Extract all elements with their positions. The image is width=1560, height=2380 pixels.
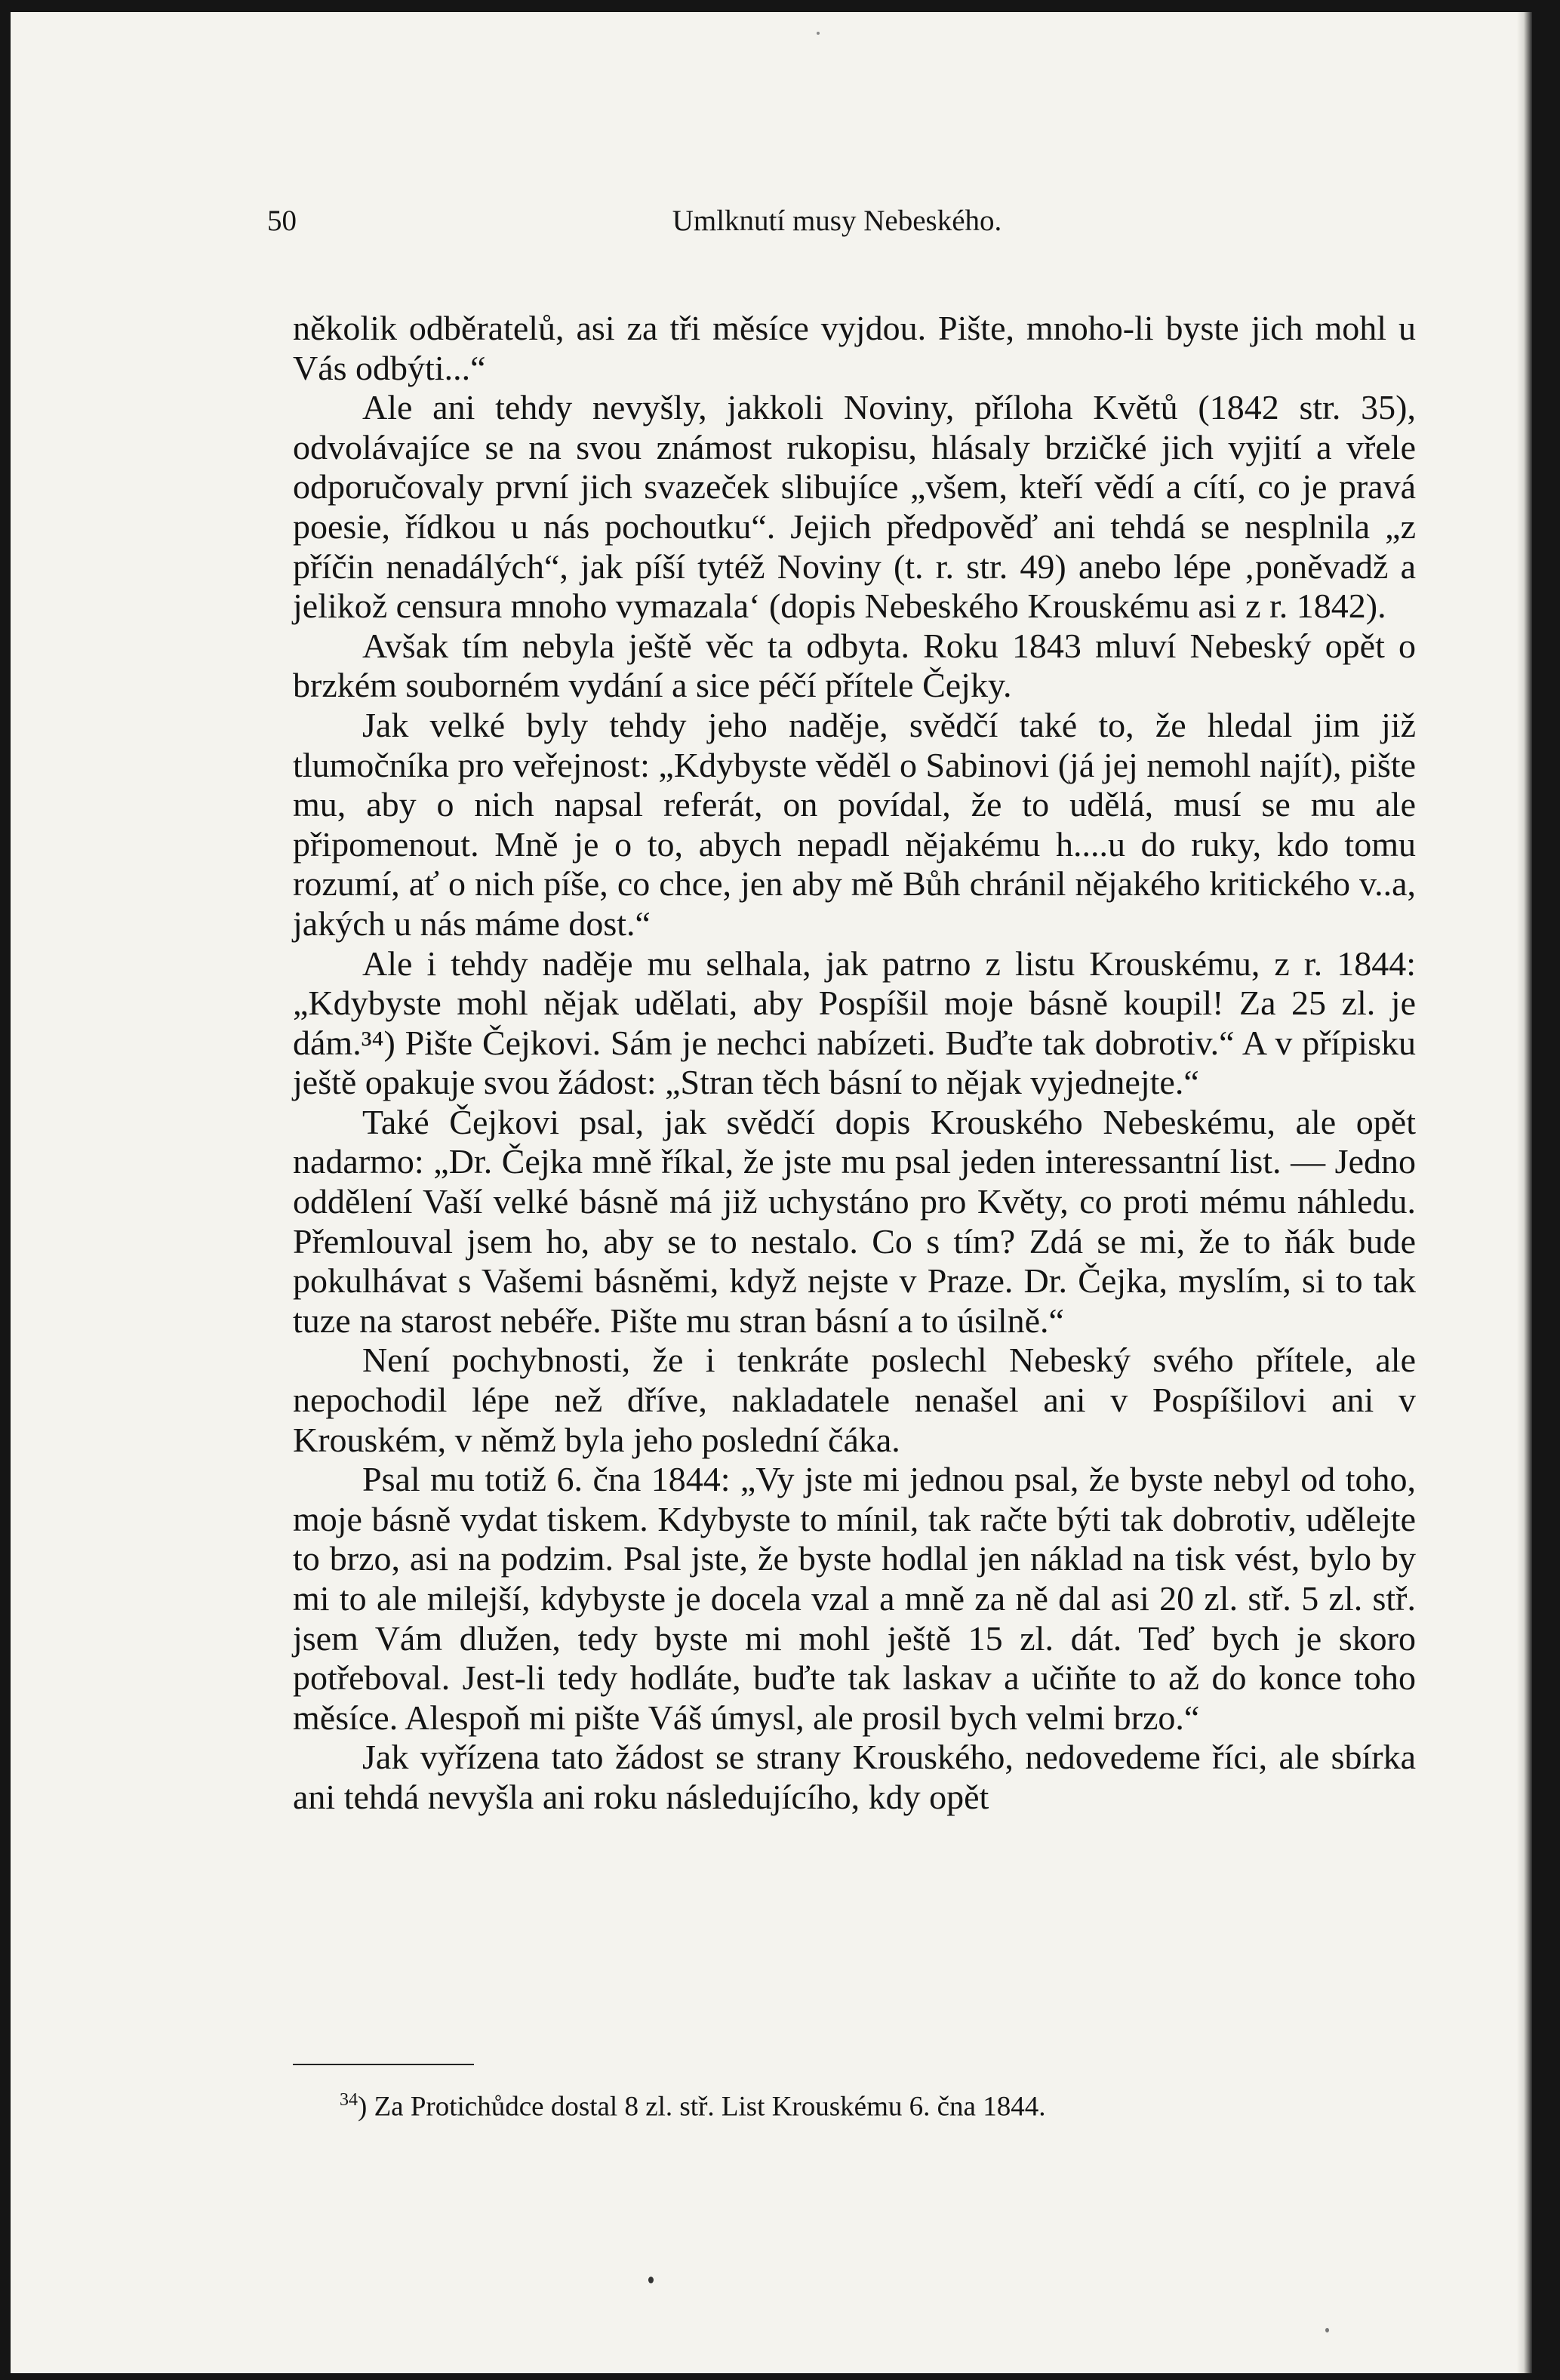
page-number: 50 — [267, 205, 297, 237]
paragraph: Není pochybnosti, že i tenkráte poslechl Nebeský svého přítele, ale nepochodil lépe než dříve, nakladatele nenašel ani v Pospíšilovi ani v Krouském, v němž byla jeho poslední čáka. — [293, 1341, 1416, 1459]
footnote-text: ) Za Protichůdce dostal 8 zl. stř. List Krouskému 6. čna 1844. — [358, 2091, 1046, 2123]
body-text — [293, 309, 1416, 1818]
paragraph: Avšak tím nebyla ještě věc ta odbyta. Roku 1843 mluví Nebeský opět o brzkém souborném vydání a sice péčí přítele Čejky. — [293, 626, 1416, 705]
paragraph: Psal mu totiž 6. čna 1844: „Vy jste mi jednou psal, že byste nebyl od toho, moje básně vydat tiskem. Kdybyste to mínil, tak račte býti tak dobrotiv, udělejte to brzo, asi na podzim. Psal jste, že byste hodlal jen náklad na tisk vést, bylo by mi to ale milejší, kdybyste je docela vzal a mně za ně dal asi 20 zl. stř. 5 zl. stř. jsem Vám dlužen, tedy byste mi mohl ještě 15 zl. dát. Teď bych je skoro potřeboval. Jest-li tedy hodláte, buďte tak laskav a učiňte to až do konce toho měsíce. Alespoň mi pište Váš úmysl, ale prosil bych velmi brzo.“ — [293, 1460, 1416, 1737]
paragraph-continued: několik odběratelů, asi za tři měsíce vyjdou. Pište, mnoho-li byste jich mohl u Vás odbýti...“ — [293, 309, 1416, 387]
footnote — [340, 2083, 1416, 2123]
page-header — [267, 204, 1407, 249]
footnote-rule — [293, 2064, 474, 2065]
paragraph: Také Čejkovi psal, jak svědčí dopis Krouského Nebeskému, ale opět nadarmo: „Dr. Čejka mně říkal, že jste mu psal jeden interessantní list. — Jedno oddělení Vaší velké básně má již uchystáno pro Květy, co proti mému náhledu. Přemlouval jsem ho, aby se to nestalo. Co s tím? Zdá se mi, že to ňák bude pokulhávat s Vašemi básněmi, když nejste v Praze. Dr. Čejka, myslím, si to tak tuze na starost nebéře. Pište mu stran básní a to úsilně.“ — [293, 1102, 1416, 1340]
paragraph: Jak velké byly tehdy jeho naděje, svědčí také to, že hledal jim již tlumočníka pro veřejnost: „Kdybyste věděl o Sabinovi (já jej nemohl najít), pište mu, aby o nich napsal referát, on povídal, že to udělá, musí se mu ale připomenout. Mně je o to, abych nepadl nějakému h....u do ruky, kdo tomu rozumí, ať o nich píše, co chce, jen aby mě Bůh chránil nějakého kritického v..a, jakých u nás máme dost.“ — [293, 705, 1416, 943]
running-title: Umlknutí musy Nebeského. — [672, 205, 1002, 237]
page-edge-shadow — [1517, 12, 1532, 2373]
scanned-page — [11, 12, 1532, 2373]
paragraph: Ale ani tehdy nevyšly, jakkoli Noviny, příloha Květů (1842 str. 35), odvolávajíce se na svou známost rukopisu, hlásaly brzičké jich vyjití a vřele odporučovaly první jich svazeček slibujíce „všem, kteří vědí a cítí, co je pravá poesie, řídkou u nás pochoutku“. Jejich předpověď ani tehdá se nesplnila „z příčin nenadálých“, jak píší tytéž Noviny (t. r. str. 49) anebo lépe ‚poněvadž a jelikož censura mnoho vymazala‘ (dopis Nebeského Krouskému asi z r. 1842). — [293, 388, 1416, 626]
print-speck — [1325, 2328, 1329, 2332]
print-speck — [817, 32, 820, 35]
paragraph: Ale i tehdy naděje mu selhala, jak patrno z listu Krouskému, z r. 1844: „Kdybyste mohl nějak udělati, aby Pospíšil moje básně koupil! Za 25 zl. je dám.³⁴) Pište Čejkovi. Sám je nechci nabízeti. Buďte tak dobrotiv.“ A v přípisku ještě opakuje svou žádost: „Stran těch básní to nějak vyjednejte.“ — [293, 944, 1416, 1102]
footnote-mark: 34 — [340, 2090, 358, 2110]
print-speck — [648, 2277, 654, 2283]
paragraph: Jak vyřízena tato žádost se strany Krouského, nedovedeme říci, ale sbírka ani tehdá nevyšla ani roku následujícího, kdy opět — [293, 1738, 1416, 1816]
